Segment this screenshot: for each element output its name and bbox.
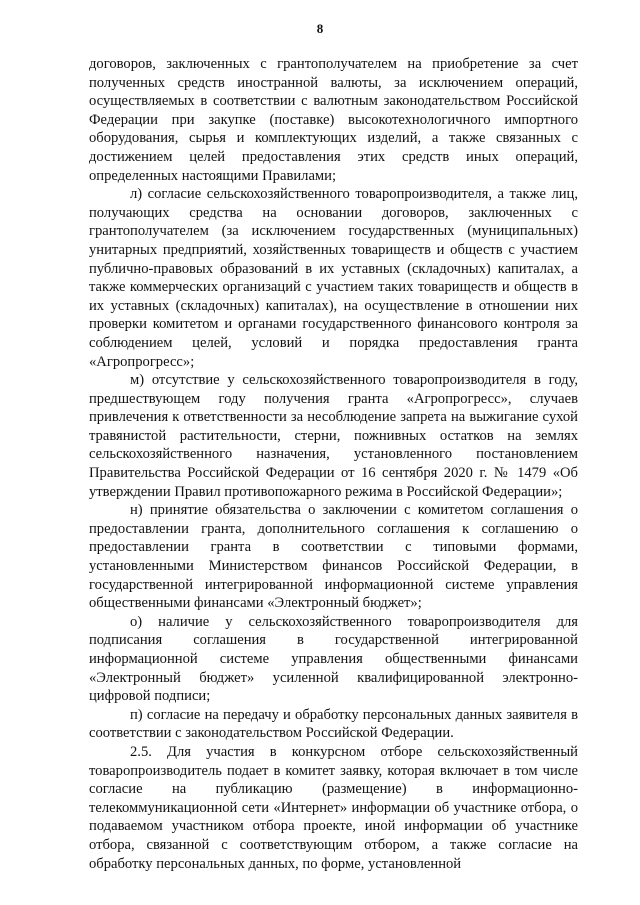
- document-body: [89, 55, 578, 873]
- paragraph-item-m: м) отсутствие у сельскохозяйственного товаропроизводителя в году, предшествующем году получения гранта «Агропрогресс», случаев привлечения к ответственности за несоблюдение запрета на выжигание сухой травянистой растительности, стерни, пожнивных остатков на землях сельскохозяйственного назначения, установленного постановлением Правительства Российской Федерации от 16 сентября 2020 г. № 1479 «Об утверждении Правил противопожарного режима в Российской Федерации»;: [89, 372, 578, 500]
- paragraph-item-p: п) согласие на передачу и обработку персональных данных заявителя в соответствии с законодательством Российской Федерации.: [89, 706, 578, 742]
- paragraph-section-2-5: 2.5. Для участия в конкурсном отборе сельскохозяйственный товаропроизводитель подает в комитет заявку, которая включает в том числе согласие на публикацию (размещение) в информационно-телекоммуникационной сети «Интернет» информации об участнике отбора, о подаваемом участником отбора проекте, иной информации об участнике отбора, связанной с соответствующим отбором, а также согласие на обработку персональных данных, по форме, установленной: [89, 743, 578, 872]
- paragraph-item-l: л) согласие сельскохозяйственного товаропроизводителя, а также лиц, получающих средства на основании договоров, заключенных с грантополучателем (за исключением государственных (муниципальных) унитарных предприятий, хозяйственных товариществ и обществ с участием публично-правовых образований в их уставных (складочных) капиталах, а также коммерческих организаций с участием таких товариществ и обществ в их уставных (складочных) капиталах), на осуществление в отношении них проверки комитетом и органами государственного финансового контроля за соблюдением целей, условий и порядка предоставления гранта «Агропрогресс»;: [89, 186, 578, 370]
- page-number: 8: [316, 21, 324, 36]
- paragraph-continuation: договоров, заключенных с грантополучателем на приобретение за счет полученных средств иностранной валюты, за исключением операций, осуществляемых в соответствии с валютным законодательством Российской Федерации при закупке (поставке) высокотехнологичного импортного оборудования, сырья и комплектующих изделий, а также связанных с достижением целей предоставления этих средств иных операций, определенных настоящими Правилами;: [89, 56, 578, 184]
- paragraph-item-o: о) наличие у сельскохозяйственного товаропроизводителя для подписания соглашения в государственной интегрированной информационной системе управления общественными финансами «Электронный бюджет» усиленной квалифицированной электронно-цифровой подписи;: [89, 613, 578, 705]
- paragraph-item-n: н) принятие обязательства о заключении с комитетом соглашения о предоставлении гранта, дополнительного соглашения к соглашению о предоставлении гранта в соответствии с типовыми формами, установленными Министерством финансов Российской Федерации, в государственной интегрированной информационной системе управления общественными финансами «Электронный бюджет»;: [89, 502, 578, 612]
